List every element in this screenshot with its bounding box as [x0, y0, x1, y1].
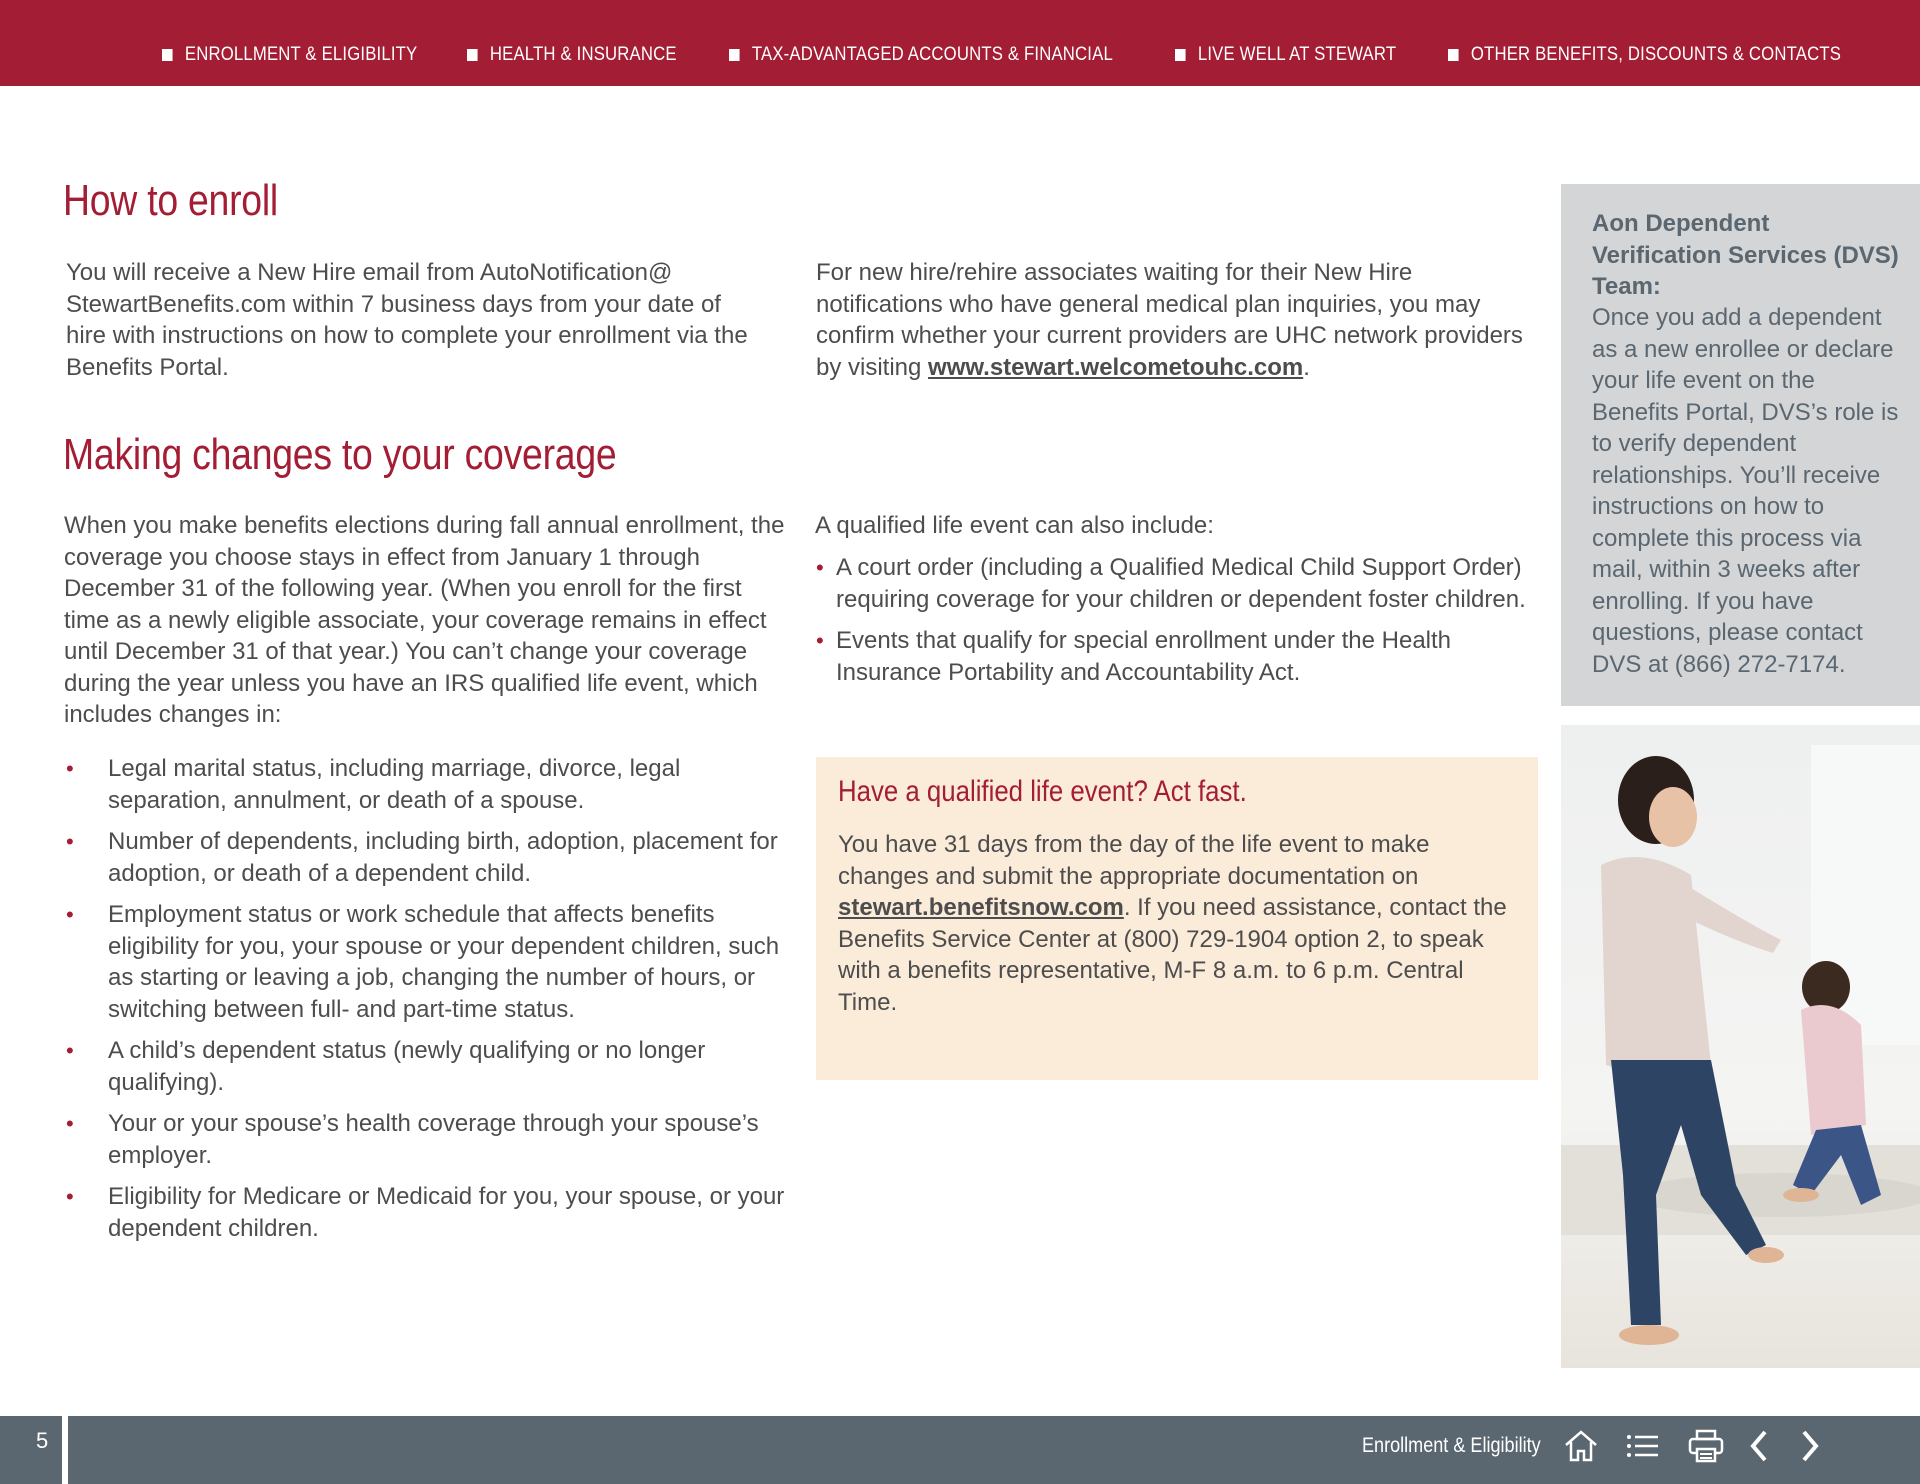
chevron-right-icon[interactable]: [1797, 1428, 1823, 1464]
top-nav-bar: [0, 0, 1920, 86]
benefitsnow-link[interactable]: stewart.benefitsnow.com: [838, 894, 1124, 921]
list-item-text: A child’s dependent status (newly qualifying or no longer qualifying).: [108, 1037, 706, 1096]
nav-item-label: LIVE WELL AT STEWART: [1197, 44, 1397, 65]
callout-body: [838, 829, 1508, 1018]
bullet-icon: •: [816, 628, 824, 653]
list-item: [66, 1108, 788, 1171]
nav-item-other-benefits[interactable]: [1448, 44, 1841, 66]
enroll-left-text: You will receive a New Hire email from AutoNotification@ StewartBenefits.com within 7 business days from your date of hire with instructions on how to complete your enrollment via the Benefits Portal.: [66, 259, 748, 381]
list-item-text: Legal marital status, including marriage, divorce, legal separation, annulment, or death of a spouse.: [108, 755, 681, 814]
print-icon[interactable]: [1687, 1428, 1725, 1464]
list-item-text: A court order (including a Qualified Medical Child Support Order) requiring coverage for your children or dependent foster children.: [836, 554, 1526, 613]
life-event-list: [66, 753, 788, 1254]
nav-item-enrollment[interactable]: [162, 44, 417, 66]
nav-bullet-icon: [467, 49, 478, 61]
list-item-text: Eligibility for Medicare or Medicaid for you, your spouse, or your dependent children.: [108, 1183, 785, 1242]
bullet-icon: •: [66, 1184, 74, 1209]
callout-text-after: . If you need assistance, contact the Benefits Service Center at (800) 729-1904 option 2, to speak with a benefits representative, M-F 8 a.m. to 6 p.m. Central Time.: [838, 894, 1507, 1016]
nav-item-live-well[interactable]: [1175, 44, 1396, 66]
bullet-icon: •: [66, 1038, 74, 1063]
life-event-callout: [816, 757, 1538, 1080]
nav-bullet-icon: [1448, 49, 1459, 61]
nav-bullet-icon: [162, 49, 173, 61]
mother-daughter-photo: [1561, 725, 1920, 1368]
enroll-right-end: .: [1303, 353, 1310, 381]
list-item: [816, 625, 1536, 688]
list-item: [66, 753, 788, 816]
sidebar-body: Once you add a dependent as a new enrollee or declare your life event on the Benefits Portal, DVS’s role is to verify dependent relationships. You’ll receive instructions on how to complete this process via mail, within 3 weeks after enrolling. If you have questions, please contact DVS at (866) 272-7174.: [1592, 304, 1899, 678]
nav-item-tax-advantaged[interactable]: [729, 44, 1113, 66]
list-item-text: Employment status or work schedule that affects benefits eligibility for you, your spouse or your dependent children, such as starting or leaving a job, changing the number of hours, or switching between full- and part-time status.: [108, 901, 780, 1023]
list-item-text: Events that qualify for special enrollment under the Health Insurance Portability and Accountability Act.: [836, 627, 1452, 686]
enroll-heading: How to enroll: [63, 176, 278, 225]
list-icon[interactable]: [1625, 1428, 1661, 1464]
bullet-icon: •: [66, 1111, 74, 1136]
nav-bullet-icon: [729, 49, 740, 61]
bullet-icon: •: [66, 756, 74, 781]
changes-intro: When you make benefits elections during fall annual enrollment, the coverage you choose stays in effect from January 1 through December 31 of the following year. (When you enroll for the first time as a newly eligible associate, your coverage remains in effect until December 31 of that year.) You can’t change your coverage during the year unless you have an IRS qualified life event, which includes changes in:: [64, 512, 785, 728]
also-intro: A qualified life event can also include:: [815, 512, 1214, 539]
nav-bullet-icon: [1175, 49, 1186, 61]
nav-item-label: ENROLLMENT & ELIGIBILITY: [184, 44, 418, 65]
also-list: [816, 552, 1536, 698]
chevron-left-icon[interactable]: [1746, 1428, 1772, 1464]
uhc-link[interactable]: www.stewart.welcometouhc.com: [928, 353, 1304, 381]
home-icon[interactable]: [1562, 1428, 1600, 1464]
bullet-icon: •: [66, 829, 74, 854]
bullet-icon: •: [66, 902, 74, 927]
page-number-box: [0, 1416, 62, 1484]
nav-item-label: OTHER BENEFITS, DISCOUNTS & CONTACTS: [1470, 44, 1842, 65]
list-item: [66, 899, 788, 1025]
nav-item-label: TAX-ADVANTAGED ACCOUNTS & FINANCIAL: [751, 44, 1113, 65]
nav-item-label: HEALTH & INSURANCE: [489, 44, 677, 65]
changes-heading: Making changes to your coverage: [63, 430, 617, 479]
list-item: [816, 552, 1536, 615]
callout-text-before: You have 31 days from the day of the life event to make changes and submit the appropriate documentation on: [838, 831, 1430, 890]
footer-section-label: Enrollment & Eligibility: [1362, 1434, 1541, 1457]
list-item-text: Number of dependents, including birth, adoption, placement for adoption, or death of a dependent child.: [108, 828, 778, 887]
dvs-sidebar: [1561, 184, 1920, 706]
enroll-right-text: [816, 257, 1538, 383]
page-number: 5: [36, 1428, 49, 1453]
list-item: [66, 1181, 788, 1244]
nav-item-health[interactable]: [467, 44, 677, 66]
list-item: [66, 1035, 788, 1098]
enroll-right-body: For new hire/rehire associates waiting for their New Hire notifications who have general medical plan inquiries, you may confirm whether your current providers are UHC network providers by visiting: [816, 259, 1523, 381]
photo-illustration: [1561, 725, 1920, 1368]
list-item: [66, 826, 788, 889]
sidebar-title: Aon Dependent Verification Services (DVS) Team:: [1592, 210, 1899, 300]
callout-heading: Have a qualified life event? Act fast.: [838, 775, 1247, 808]
list-item-text: Your or your spouse’s health coverage through your spouse’s employer.: [108, 1110, 759, 1169]
footer-divider: [62, 1416, 68, 1484]
bullet-icon: •: [816, 555, 824, 580]
